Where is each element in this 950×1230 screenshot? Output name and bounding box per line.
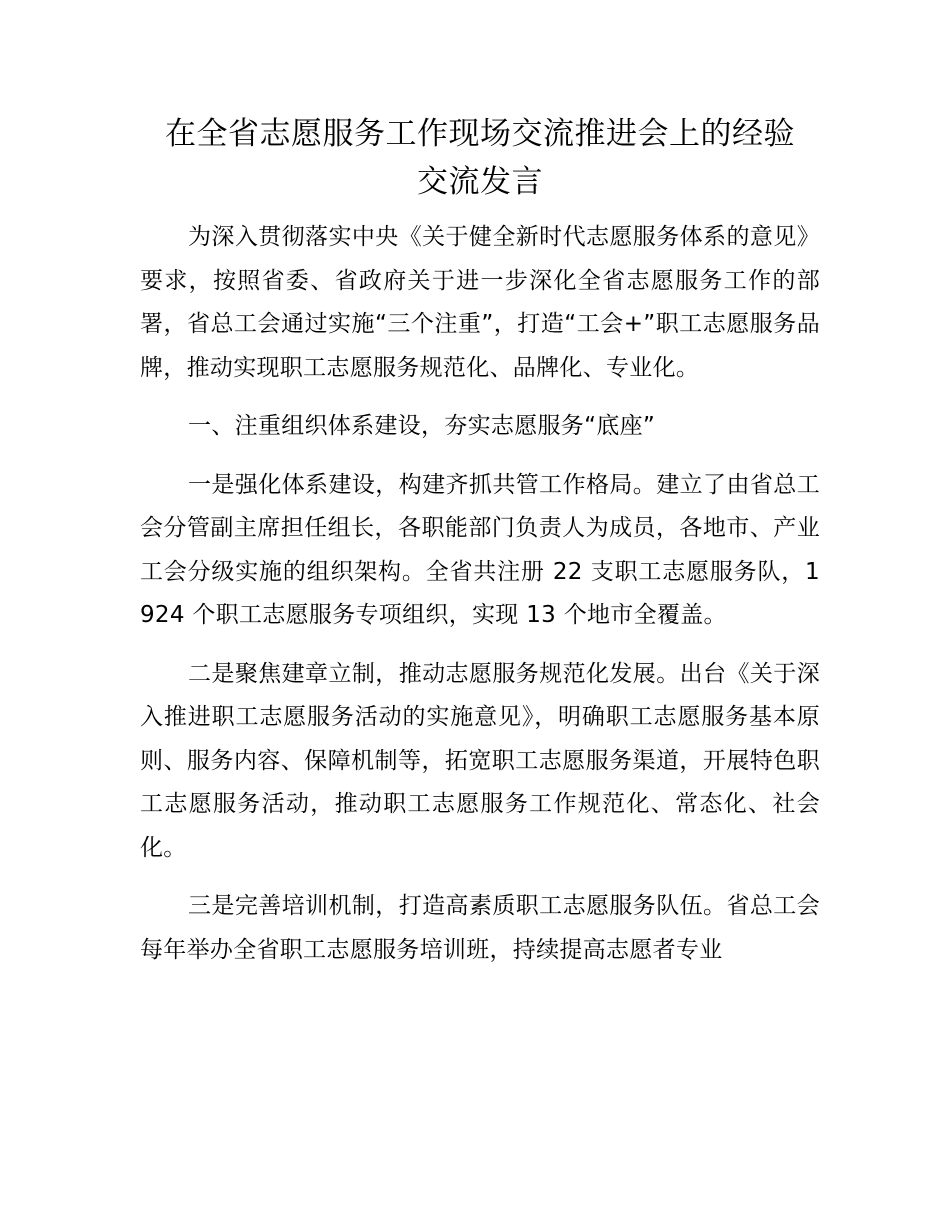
document-page [140, 110, 820, 972]
document-title [120, 110, 840, 206]
section-heading-1: 一、注重组织体系建设，夯实志愿服务“底座” [188, 413, 656, 439]
paragraph-point-2: 二是聚焦建章立制，推动志愿服务规范化发展。出台《关于深入推进职工志愿服务活动的实施意见》，明确职工志愿服务基本原则、服务内容、保障机制等，拓宽职工志愿服务渠道，开展特色职工志愿服务活动，推动职工志愿服务工作规范化、常态化、社会化。 [140, 660, 820, 861]
paragraph-point-3: 三是完善培训机制，打造高素质职工志愿服务队伍。省总工会每年举办全省职工志愿服务培训班，持续提高志愿者专业 [140, 893, 820, 963]
title-line-1: 在全省志愿服务工作现场交流推进会上的经验 [165, 116, 795, 152]
paragraph-point-1: 一是强化体系建设，构建齐抓共管工作格局。建立了由省总工会分管副主席担任组长，各职能部门负责人为成员，各地市、产业工会分级实施的组织架构。全省共注册 22 支职工志愿服务队，1924 个职工志愿服务专项组织，实现 13 个地市全覆盖。 [140, 471, 820, 628]
document-body [140, 216, 820, 972]
title-line-2: 交流发言 [417, 164, 543, 200]
paragraph-intro: 为深入贯彻落实中央《关于健全新时代志愿服务体系的意见》要求，按照省委、省政府关于进一步深化全省志愿服务工作的部署，省总工会通过实施“三个注重”，打造“工会+”职工志愿服务品牌，推动实现职工志愿服务规范化、品牌化、专业化。 [140, 224, 820, 381]
